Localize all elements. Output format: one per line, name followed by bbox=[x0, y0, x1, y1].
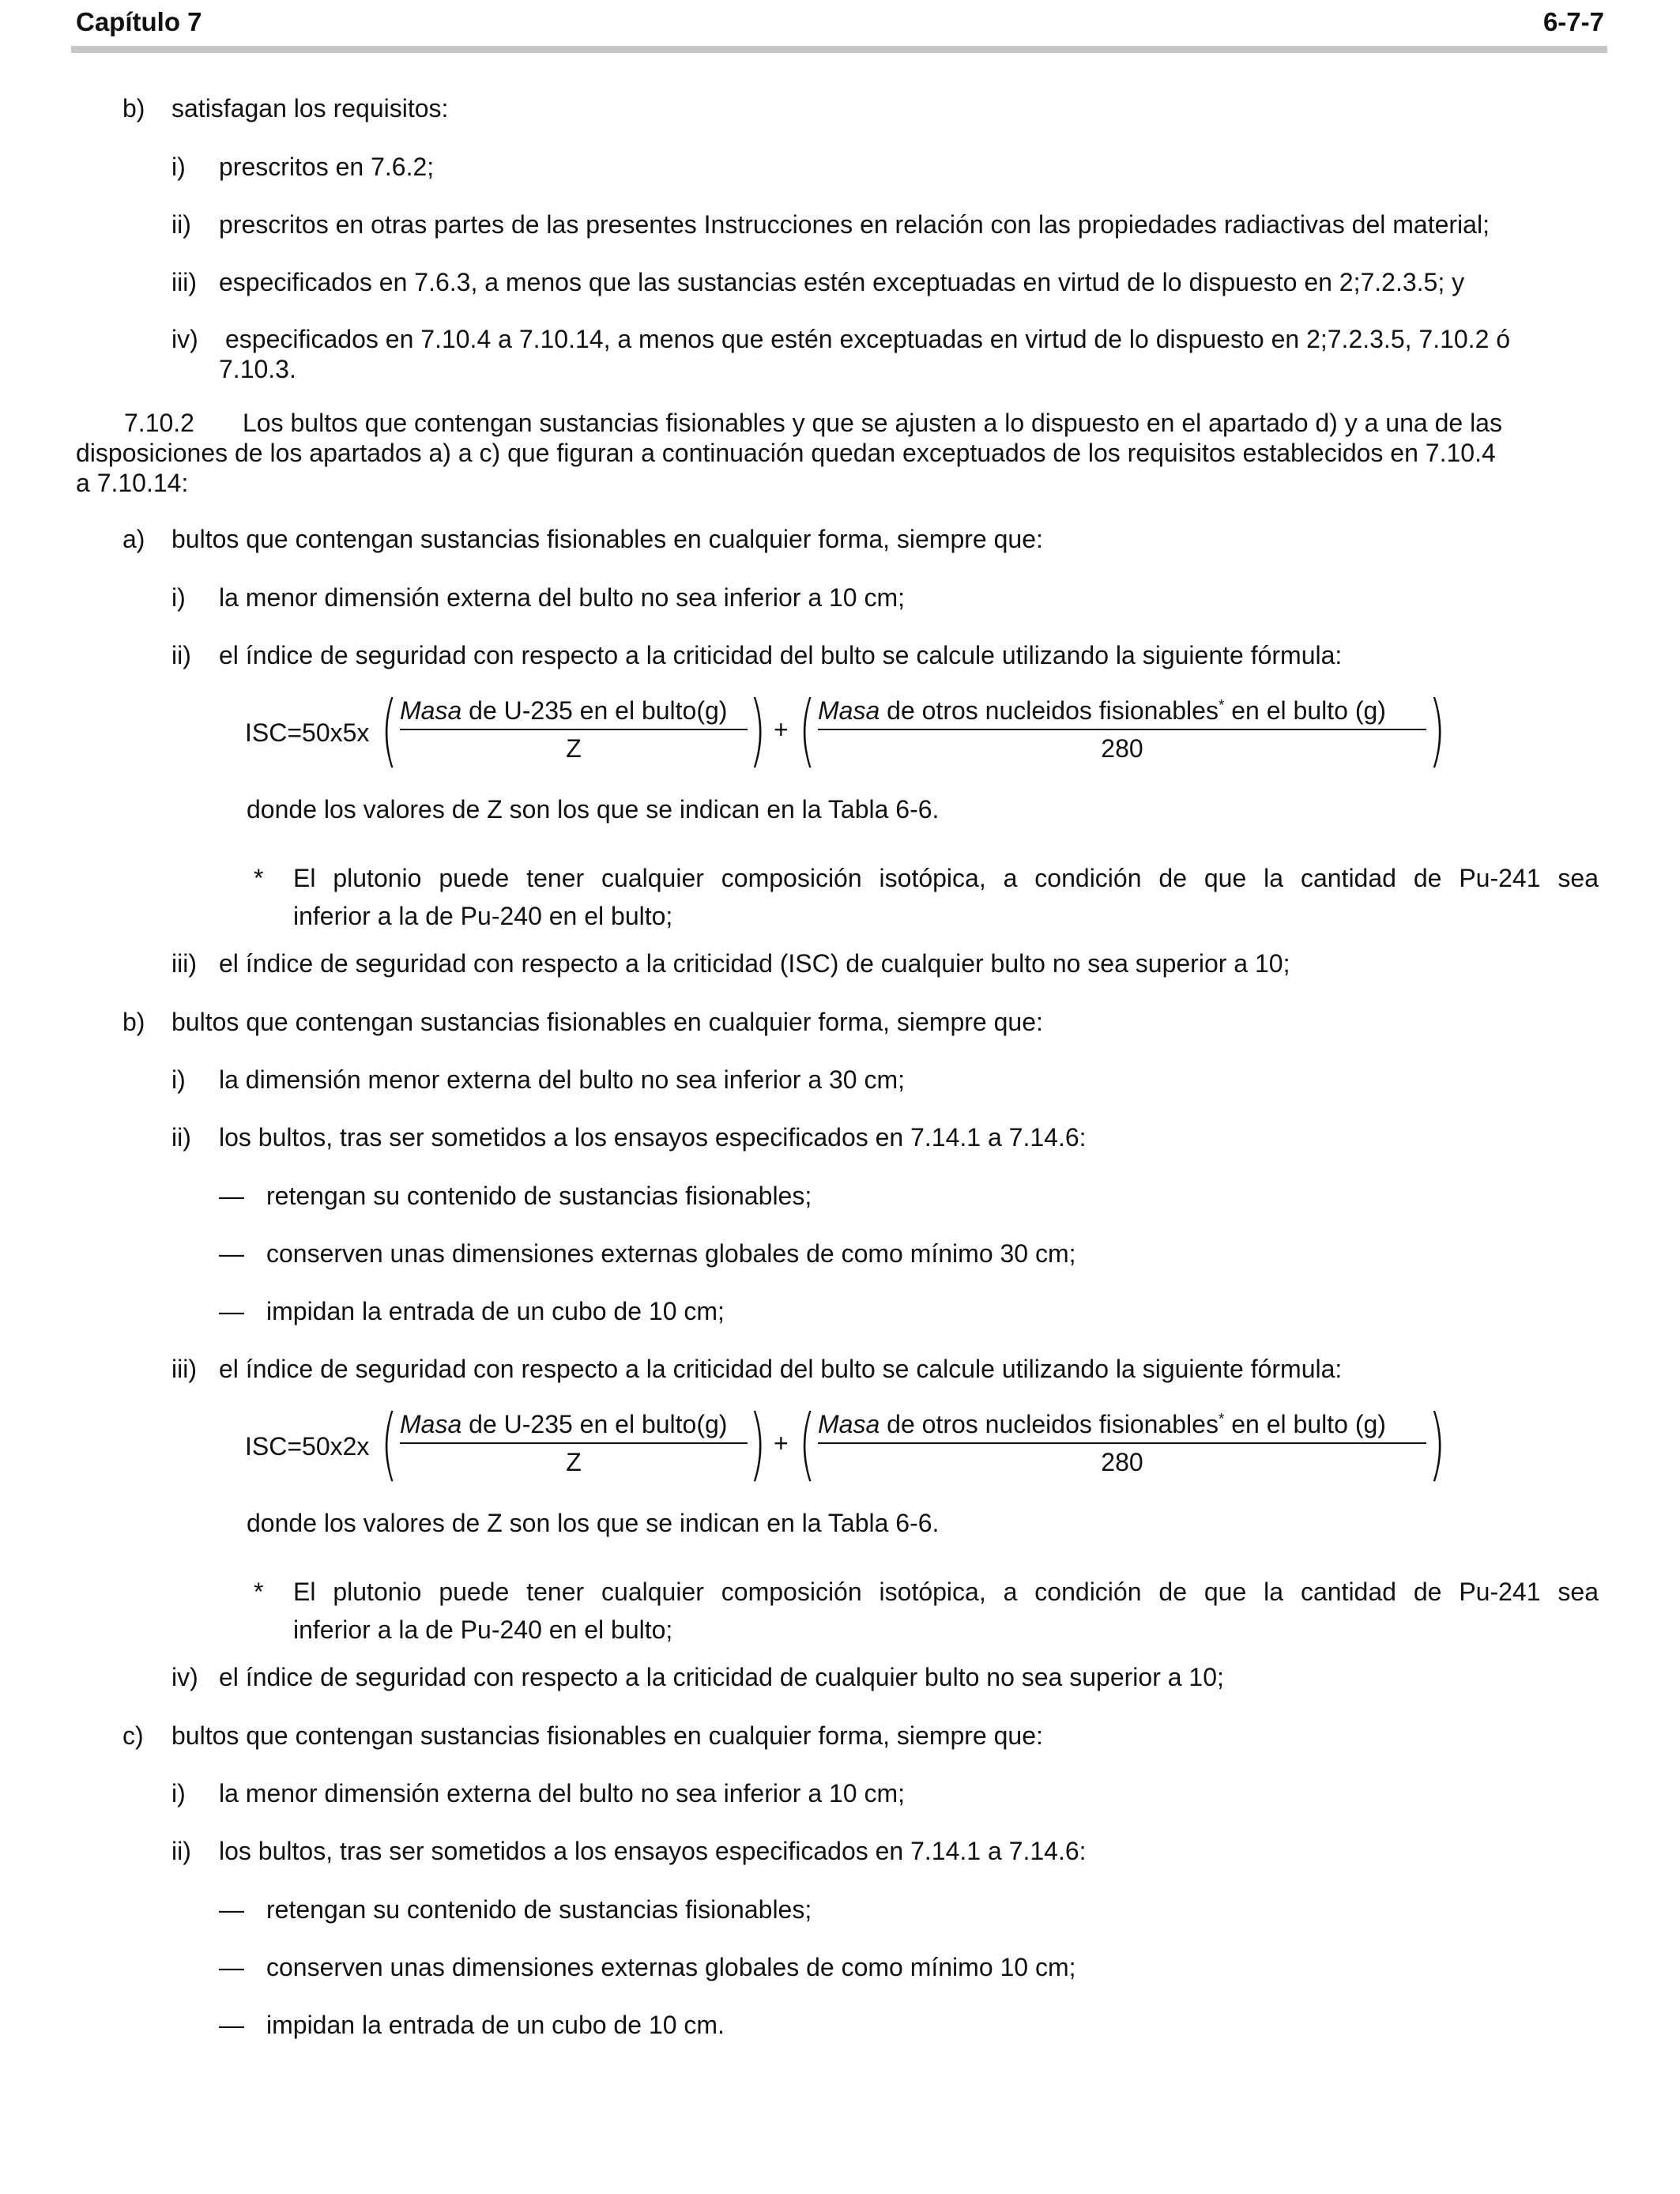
dash-item-text: impidan la entrada de un cubo de 10 cm. bbox=[266, 2011, 725, 2039]
subitem-label: iii) bbox=[171, 268, 197, 296]
subitem-text: la menor dimensión externa del bulto no sea inferior a 10 cm; bbox=[219, 1779, 906, 1808]
right-paren: ) bbox=[748, 684, 767, 776]
item-label: b) bbox=[122, 94, 145, 123]
subitem-label: i) bbox=[171, 153, 186, 181]
section-text-line: Los bultos que contengan sustancias fisionables y que se ajusten a lo dispuesto en el apartado d) y a una de las bbox=[243, 409, 1502, 437]
plus-sign: + bbox=[774, 715, 789, 744]
dash-item-text: retengan su contenido de sustancias fisionables; bbox=[266, 1182, 812, 1210]
dash-mark: — bbox=[219, 1297, 244, 1325]
subitem-text: los bultos, tras ser sometidos a los ensayos especificados en 7.14.1 a 7.14.6: bbox=[219, 1123, 1087, 1152]
dash-item-text: retengan su contenido de sustancias fisionables; bbox=[266, 1895, 812, 1924]
section-text-line: disposiciones de los apartados a) a c) que figuran a continuación quedan exceptuados de los requisitos establecidos en 7.10.4 bbox=[76, 439, 1496, 467]
item-text: bultos que contengan sustancias fisionables en cualquier forma, siempre que: bbox=[171, 525, 1043, 553]
subitem-text: el índice de seguridad con respecto a la criticidad (ISC) de cualquier bulto no sea superior a 10; bbox=[219, 949, 1290, 978]
dash-item-text: conserven unas dimensiones externas globales de como mínimo 10 cm; bbox=[266, 1953, 1076, 1981]
subitem-text: prescritos en otras partes de las presentes Instrucciones en relación con las propiedades radiactivas del material; bbox=[219, 210, 1490, 239]
item-text: bultos que contengan sustancias fisionables en cualquier forma, siempre que: bbox=[171, 1008, 1043, 1036]
dash-mark: — bbox=[219, 1895, 244, 1924]
subitem-label: ii) bbox=[171, 1123, 191, 1152]
fraction-numerator: Masa de otros nucleidos fisionables* en el bulto (g) bbox=[818, 1410, 1386, 1438]
dash-item-text: impidan la entrada de un cubo de 10 cm; bbox=[266, 1297, 725, 1325]
subitem-label: iv) bbox=[171, 1663, 198, 1691]
fraction-denominator: Z bbox=[566, 734, 582, 763]
item-label: a) bbox=[122, 525, 145, 553]
footnote-text: El plutonio puede tener cualquier composición isotópica, a condición de que la cantidad de Pu-241 sea bbox=[293, 1578, 1599, 1606]
formula-note: donde los valores de Z son los que se indican en la Tabla 6-6. bbox=[247, 795, 940, 824]
fraction-numerator: Masa de otros nucleidos fisionables* en el bulto (g) bbox=[818, 696, 1386, 725]
dash-mark: — bbox=[219, 1953, 244, 1981]
fraction-denominator: Z bbox=[566, 1448, 582, 1476]
fraction-bar bbox=[400, 729, 748, 730]
right-paren: ) bbox=[1428, 1397, 1446, 1490]
fraction-numerator: Masa de U-235 en el bulto(g) bbox=[400, 696, 728, 725]
subitem-label: iv) bbox=[171, 325, 198, 353]
subitem-text: especificados en 7.6.3, a menos que las sustancias estén exceptuadas en virtud de lo dispuesto en 2;7.2.3.5; y bbox=[219, 268, 1465, 296]
left-paren: ( bbox=[798, 684, 816, 776]
subitem-label: ii) bbox=[171, 1837, 191, 1865]
item-label: c) bbox=[122, 1721, 144, 1750]
left-paren: ( bbox=[380, 1397, 398, 1490]
header-rule bbox=[71, 46, 1607, 53]
left-paren: ( bbox=[798, 1397, 816, 1490]
subitem-label: ii) bbox=[171, 210, 191, 239]
chapter-title: Capítulo 7 bbox=[76, 7, 202, 36]
fraction-denominator: 280 bbox=[1101, 734, 1143, 763]
formula-note: donde los valores de Z son los que se indican en la Tabla 6-6. bbox=[247, 1509, 940, 1537]
subitem-text: la dimensión menor externa del bulto no sea inferior a 30 cm; bbox=[219, 1065, 906, 1094]
subitem-label: i) bbox=[171, 1065, 186, 1094]
fraction-denominator: 280 bbox=[1101, 1448, 1143, 1476]
dash-mark: — bbox=[219, 2011, 244, 2039]
left-paren: ( bbox=[380, 684, 398, 776]
footnote-mark: * bbox=[254, 864, 264, 892]
formula-prefix: ISC=50x2x bbox=[245, 1432, 370, 1461]
subitem-text: especificados en 7.10.4 a 7.10.14, a menos que estén exceptuadas en virtud de lo dispuesto en 2;7.2.3.5, 7.10.2 ó bbox=[225, 325, 1511, 353]
subitem-label: i) bbox=[171, 1779, 186, 1808]
item-label: b) bbox=[122, 1008, 145, 1036]
subitem-text: el índice de seguridad con respecto a la criticidad de cualquier bulto no sea superior a 10; bbox=[219, 1663, 1224, 1691]
footnote-text-continued: inferior a la de Pu-240 en el bulto; bbox=[293, 1615, 673, 1644]
formula-prefix: ISC=50x5x bbox=[245, 718, 370, 747]
section-text-line: a 7.10.14: bbox=[76, 469, 189, 497]
section-number: 7.10.2 bbox=[124, 409, 194, 437]
plus-sign: + bbox=[774, 1429, 789, 1457]
dash-item-text: conserven unas dimensiones externas globales de como mínimo 30 cm; bbox=[266, 1239, 1076, 1268]
right-paren: ) bbox=[748, 1397, 767, 1490]
fraction-bar bbox=[400, 1442, 748, 1444]
isc-formula bbox=[245, 684, 1446, 782]
item-text: satisfagan los requisitos: bbox=[171, 94, 449, 123]
page-number: 6-7-7 bbox=[1543, 7, 1604, 36]
fraction-bar bbox=[818, 1442, 1426, 1444]
item-text: bultos que contengan sustancias fisionables en cualquier forma, siempre que: bbox=[171, 1721, 1043, 1750]
footnote-text-continued: inferior a la de Pu-240 en el bulto; bbox=[293, 902, 673, 930]
subitem-label: iii) bbox=[171, 949, 197, 978]
subitem-text: el índice de seguridad con respecto a la criticidad del bulto se calcule utilizando la siguiente fórmula: bbox=[219, 641, 1343, 669]
subitem-text: los bultos, tras ser sometidos a los ensayos especificados en 7.14.1 a 7.14.6: bbox=[219, 1837, 1087, 1865]
fraction-numerator: Masa de U-235 en el bulto(g) bbox=[400, 1410, 728, 1438]
right-paren: ) bbox=[1428, 684, 1446, 776]
footnote-mark: * bbox=[254, 1578, 264, 1606]
footnote-text: El plutonio puede tener cualquier composición isotópica, a condición de que la cantidad de Pu-241 sea bbox=[293, 864, 1599, 892]
subitem-text: prescritos en 7.6.2; bbox=[219, 153, 435, 181]
dash-mark: — bbox=[219, 1182, 244, 1210]
subitem-text: el índice de seguridad con respecto a la criticidad del bulto se calcule utilizando la siguiente fórmula: bbox=[219, 1355, 1343, 1383]
fraction-bar bbox=[818, 729, 1426, 730]
subitem-text-continued: 7.10.3. bbox=[219, 355, 296, 383]
subitem-label: i) bbox=[171, 583, 186, 612]
subitem-label: ii) bbox=[171, 641, 191, 669]
dash-mark: — bbox=[219, 1239, 244, 1268]
subitem-label: iii) bbox=[171, 1355, 197, 1383]
subitem-text: la menor dimensión externa del bulto no sea inferior a 10 cm; bbox=[219, 583, 906, 612]
isc-formula bbox=[245, 1397, 1446, 1496]
